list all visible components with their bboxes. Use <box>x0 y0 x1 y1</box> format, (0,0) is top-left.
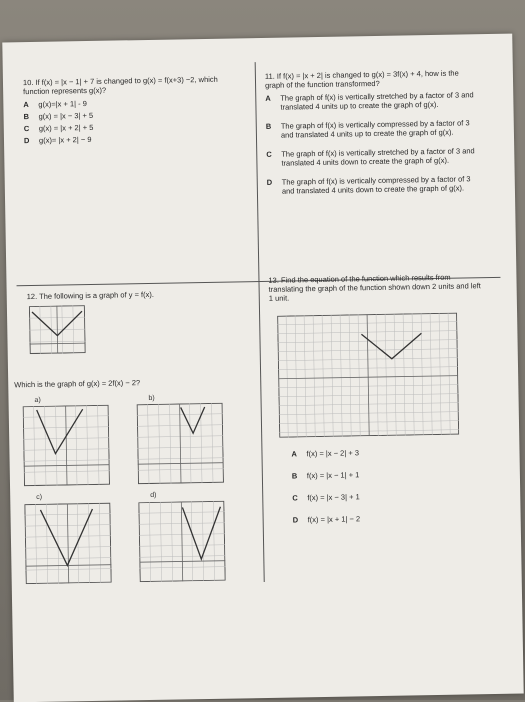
question-13-stem: 13. Find the equation of the function which results from translating the graph of the function shown down 2 units and left 1 unit. <box>268 272 481 303</box>
option-letter: D <box>23 136 30 146</box>
option-letter: D <box>266 177 273 187</box>
q11-option-d[interactable] <box>267 174 482 196</box>
worksheet-page <box>2 34 523 702</box>
option-text: g(x)=|x + 1| - 9 <box>38 99 87 109</box>
option-letter: C <box>23 124 30 134</box>
option-letter: C <box>266 149 272 159</box>
q12-option-c-graph[interactable] <box>24 503 111 584</box>
option-text: g(x)= |x + 2| − 9 <box>38 134 92 145</box>
q10-option-c[interactable] <box>24 120 242 133</box>
q12-label-c: c) <box>36 493 43 501</box>
option-text: g(x) = |x + 2| + 5 <box>38 122 94 133</box>
option-text: The graph of f(x) is vertically compressed by a factor of 3 and translated 4 units up to create the graph of g(x). <box>280 118 470 140</box>
question-11 <box>265 68 482 199</box>
option-text: The graph of f(x) is vertically stretched by a factor of 3 and translated 4 units up to create the graph of g(x). <box>280 90 474 112</box>
column-divider <box>255 62 265 582</box>
option-text: The graph of f(x) is vertically stretched by a factor of 3 and translated 4 units down to create the graph of g(x). <box>281 146 475 168</box>
q12-label-a: a) <box>34 396 41 404</box>
q10-option-a[interactable] <box>23 96 241 109</box>
q12-label-b: b) <box>148 394 155 403</box>
question-10 <box>23 74 242 148</box>
q13-option-d[interactable] <box>293 512 493 524</box>
option-text: f(x) = |x − 3| + 1 <box>307 492 360 503</box>
question-13-options <box>291 446 492 527</box>
q10-option-b[interactable] <box>23 108 241 121</box>
question-10-stem: 10. If f(x) = |x − 1| + 7 is changed to g(x) = f(x+3) −2, which function represents g(x)? <box>22 74 218 97</box>
q11-option-c[interactable] <box>266 146 481 168</box>
q13-graph <box>277 313 459 438</box>
option-text: f(x) = |x + 1| − 2 <box>307 514 361 525</box>
option-letter: A <box>265 93 271 103</box>
q12-label-d: d) <box>150 491 157 499</box>
q12-option-a-graph[interactable] <box>23 405 110 486</box>
option-letter: B <box>265 121 272 131</box>
q12-option-d-graph[interactable] <box>138 501 225 582</box>
q11-option-a[interactable] <box>265 90 480 112</box>
question-12-stem: 12. The following is a graph of y = f(x). <box>26 289 154 302</box>
option-letter: B <box>23 112 30 122</box>
q10-option-d[interactable] <box>24 132 242 145</box>
question-11-stem: 11. If f(x) = |x + 2| is changed to g(x) = 3f(x) + 4, how is the graph of the function transformed? <box>264 68 459 90</box>
q13-option-b[interactable] <box>292 468 492 480</box>
option-text: f(x) = |x − 2| + 3 <box>306 448 360 459</box>
option-letter: B <box>291 471 298 481</box>
option-letter: D <box>292 515 299 525</box>
q12-option-b-graph[interactable] <box>137 403 224 484</box>
option-text: g(x) = |x − 3| + 5 <box>38 110 94 121</box>
q13-option-a[interactable] <box>291 446 491 458</box>
option-text: f(x) = |x − 1| + 1 <box>306 470 360 481</box>
option-letter: A <box>23 100 29 110</box>
option-text: The graph of f(x) is vertically compressed by a factor of 3 and translated 4 units down to create the graph of g(x). <box>281 174 471 196</box>
question-12-prompt: Which is the graph of g(x) = 2f(x) − 2? <box>14 378 141 390</box>
option-letter: C <box>292 493 298 503</box>
q12-given-graph <box>29 305 86 354</box>
q11-option-b[interactable] <box>266 118 481 140</box>
option-letter: A <box>291 449 298 459</box>
q13-option-c[interactable] <box>292 490 492 502</box>
